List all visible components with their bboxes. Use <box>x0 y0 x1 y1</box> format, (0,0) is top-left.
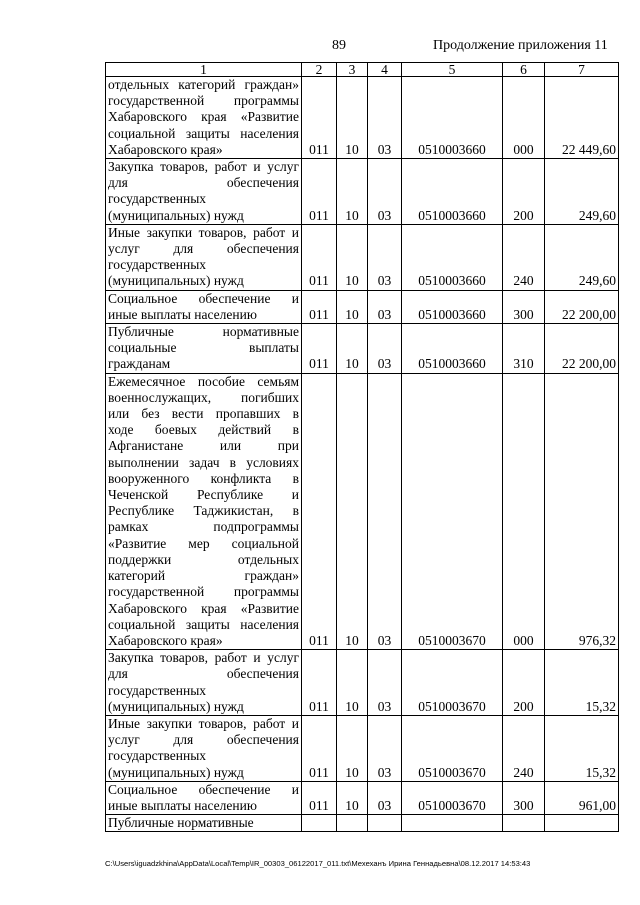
description-line: для обеспечения <box>108 175 299 191</box>
description-line: Социальное обеспечение и <box>108 781 299 797</box>
section-code-cell: 10 <box>337 781 368 814</box>
section-code-cell: 10 <box>337 650 368 716</box>
ministry-code-cell: 011 <box>302 715 337 781</box>
column-number: 7 <box>545 63 619 77</box>
amount-cell: 15,32 <box>545 650 619 716</box>
row-description <box>106 159 302 225</box>
description-line: отдельных категорий граждан» <box>108 77 299 92</box>
description-line: Хабаровского края «Развитие <box>108 600 299 616</box>
description-line: государственных <box>108 682 207 698</box>
table-row <box>106 815 619 832</box>
description-line: социальной защиты населения <box>108 616 299 632</box>
ministry-code-cell <box>302 815 337 832</box>
section-code-cell: 10 <box>337 715 368 781</box>
target-article-code-cell: 0510003660 <box>402 224 503 290</box>
description-line: вооруженного конфликта в <box>108 470 299 486</box>
description-line: Иные закупки товаров, работ и <box>108 224 299 240</box>
section-code-cell: 10 <box>337 224 368 290</box>
description-line: выполнении задач в условиях <box>108 454 299 470</box>
ministry-code-cell: 011 <box>302 224 337 290</box>
description-line: гражданам <box>108 356 171 372</box>
expense-type-code-cell: 240 <box>503 715 545 781</box>
table-row <box>106 650 619 716</box>
table-row <box>106 781 619 814</box>
expense-type-code-cell: 310 <box>503 324 545 374</box>
amount-cell: 249,60 <box>545 224 619 290</box>
ministry-code-cell: 011 <box>302 781 337 814</box>
subsection-code-cell: 03 <box>368 715 402 781</box>
table-row <box>106 77 619 159</box>
subsection-code-cell: 03 <box>368 373 402 649</box>
description-line: государственной программы <box>108 584 299 600</box>
expense-type-code-cell: 200 <box>503 159 545 225</box>
ministry-code-cell: 011 <box>302 77 337 159</box>
description-line: Иные закупки товаров, работ и <box>108 715 299 731</box>
expense-type-code-cell: 000 <box>503 373 545 649</box>
description-line: рамках подпрограммы <box>108 519 299 535</box>
column-number: 1 <box>106 63 302 77</box>
subsection-code-cell: 03 <box>368 159 402 225</box>
table-row <box>106 224 619 290</box>
description-line: Публичные нормативные <box>108 324 299 340</box>
target-article-code-cell <box>402 815 503 832</box>
description-line: «Развитие мер социальной <box>108 535 299 551</box>
amount-cell: 976,32 <box>545 373 619 649</box>
description-line: Хабаровского края» <box>108 141 223 157</box>
amount-cell: 22 200,00 <box>545 324 619 374</box>
description-line: военнослужащих, погибших <box>108 389 299 405</box>
subsection-code-cell: 03 <box>368 290 402 323</box>
description-line: Республике Таджикистан, в <box>108 503 299 519</box>
description-line: Публичные нормативные <box>108 815 254 831</box>
column-number: 5 <box>402 63 503 77</box>
row-description <box>106 77 302 159</box>
subsection-code-cell: 03 <box>368 77 402 159</box>
table-row <box>106 715 619 781</box>
description-line: Закупка товаров, работ и услуг <box>108 159 299 175</box>
description-line: Хабаровского края» <box>108 632 223 648</box>
description-line: государственных <box>108 191 207 207</box>
row-description <box>106 224 302 290</box>
appendix-label: Продолжение приложения 11 <box>433 38 608 53</box>
description-line: для обеспечения <box>108 666 299 682</box>
subsection-code-cell: 03 <box>368 781 402 814</box>
description-line: (муниципальных) нужд <box>108 764 244 780</box>
ministry-code-cell: 011 <box>302 650 337 716</box>
amount-cell: 22 449,60 <box>545 77 619 159</box>
description-line: (муниципальных) нужд <box>108 207 244 223</box>
table-row <box>106 373 619 649</box>
target-article-code-cell: 0510003660 <box>402 290 503 323</box>
row-description <box>106 290 302 323</box>
description-line: услуг для обеспечения <box>108 241 299 257</box>
expense-type-code-cell: 240 <box>503 224 545 290</box>
description-line: Хабаровского края «Развитие <box>108 109 299 125</box>
description-line: Чеченской Республике и <box>108 487 299 503</box>
description-line: категорий граждан» <box>108 568 299 584</box>
description-line: иные выплаты населению <box>108 306 257 322</box>
target-article-code-cell: 0510003670 <box>402 373 503 649</box>
description-line: Закупка товаров, работ и услуг <box>108 650 299 666</box>
table-row <box>106 324 619 374</box>
description-line: Афганистане или при <box>108 438 299 454</box>
section-code-cell <box>337 815 368 832</box>
section-code-cell: 10 <box>337 290 368 323</box>
amount-cell: 961,00 <box>545 781 619 814</box>
column-number: 3 <box>337 63 368 77</box>
description-line: Ежемесячное пособие семьям <box>108 373 299 389</box>
row-description <box>106 373 302 649</box>
subsection-code-cell: 03 <box>368 324 402 374</box>
column-number: 2 <box>302 63 337 77</box>
ministry-code-cell: 011 <box>302 290 337 323</box>
table-row <box>106 159 619 225</box>
expense-type-code-cell <box>503 815 545 832</box>
description-line: иные выплаты населению <box>108 797 257 813</box>
row-description <box>106 650 302 716</box>
amount-cell: 15,32 <box>545 715 619 781</box>
description-line: или без вести пропавших в <box>108 406 299 422</box>
description-line: поддержки отдельных <box>108 551 299 567</box>
page-number: 89 <box>332 38 346 53</box>
description-line: государственных <box>108 748 207 764</box>
target-article-code-cell: 0510003660 <box>402 324 503 374</box>
section-code-cell: 10 <box>337 324 368 374</box>
column-number: 6 <box>503 63 545 77</box>
ministry-code-cell: 011 <box>302 373 337 649</box>
table-row <box>106 290 619 323</box>
description-line: государственной программы <box>108 93 299 109</box>
ministry-code-cell: 011 <box>302 159 337 225</box>
description-line: (муниципальных) нужд <box>108 698 244 714</box>
target-article-code-cell: 0510003670 <box>402 715 503 781</box>
file-path-footer: C:\Users\iguadzkhina\AppData\Local\Temp\IR_00303_06122017_011.txt\Мехеханъ Ирина Геннадьевна\08.12.2017 14:53:43 <box>105 859 531 868</box>
description-line: Социальное обеспечение и <box>108 290 299 306</box>
description-line: (муниципальных) нужд <box>108 273 244 289</box>
section-code-cell: 10 <box>337 373 368 649</box>
expense-type-code-cell: 000 <box>503 77 545 159</box>
row-description <box>106 815 302 832</box>
expense-type-code-cell: 300 <box>503 781 545 814</box>
row-description <box>106 715 302 781</box>
row-description <box>106 324 302 374</box>
expense-type-code-cell: 300 <box>503 290 545 323</box>
subsection-code-cell: 03 <box>368 650 402 716</box>
target-article-code-cell: 0510003670 <box>402 650 503 716</box>
amount-cell <box>545 815 619 832</box>
ministry-code-cell: 011 <box>302 324 337 374</box>
subsection-code-cell <box>368 815 402 832</box>
target-article-code-cell: 0510003660 <box>402 77 503 159</box>
description-line: государственных <box>108 257 207 273</box>
column-number: 4 <box>368 63 402 77</box>
expense-type-code-cell: 200 <box>503 650 545 716</box>
section-code-cell: 10 <box>337 77 368 159</box>
amount-cell: 22 200,00 <box>545 290 619 323</box>
target-article-code-cell: 0510003670 <box>402 781 503 814</box>
column-number-row <box>106 63 619 77</box>
row-description <box>106 781 302 814</box>
budget-table <box>105 62 619 832</box>
description-line: ходе боевых действий в <box>108 422 299 438</box>
subsection-code-cell: 03 <box>368 224 402 290</box>
description-line: социальной защиты населения <box>108 125 299 141</box>
amount-cell: 249,60 <box>545 159 619 225</box>
section-code-cell: 10 <box>337 159 368 225</box>
target-article-code-cell: 0510003660 <box>402 159 503 225</box>
description-line: социальные выплаты <box>108 340 299 356</box>
description-line: услуг для обеспечения <box>108 732 299 748</box>
